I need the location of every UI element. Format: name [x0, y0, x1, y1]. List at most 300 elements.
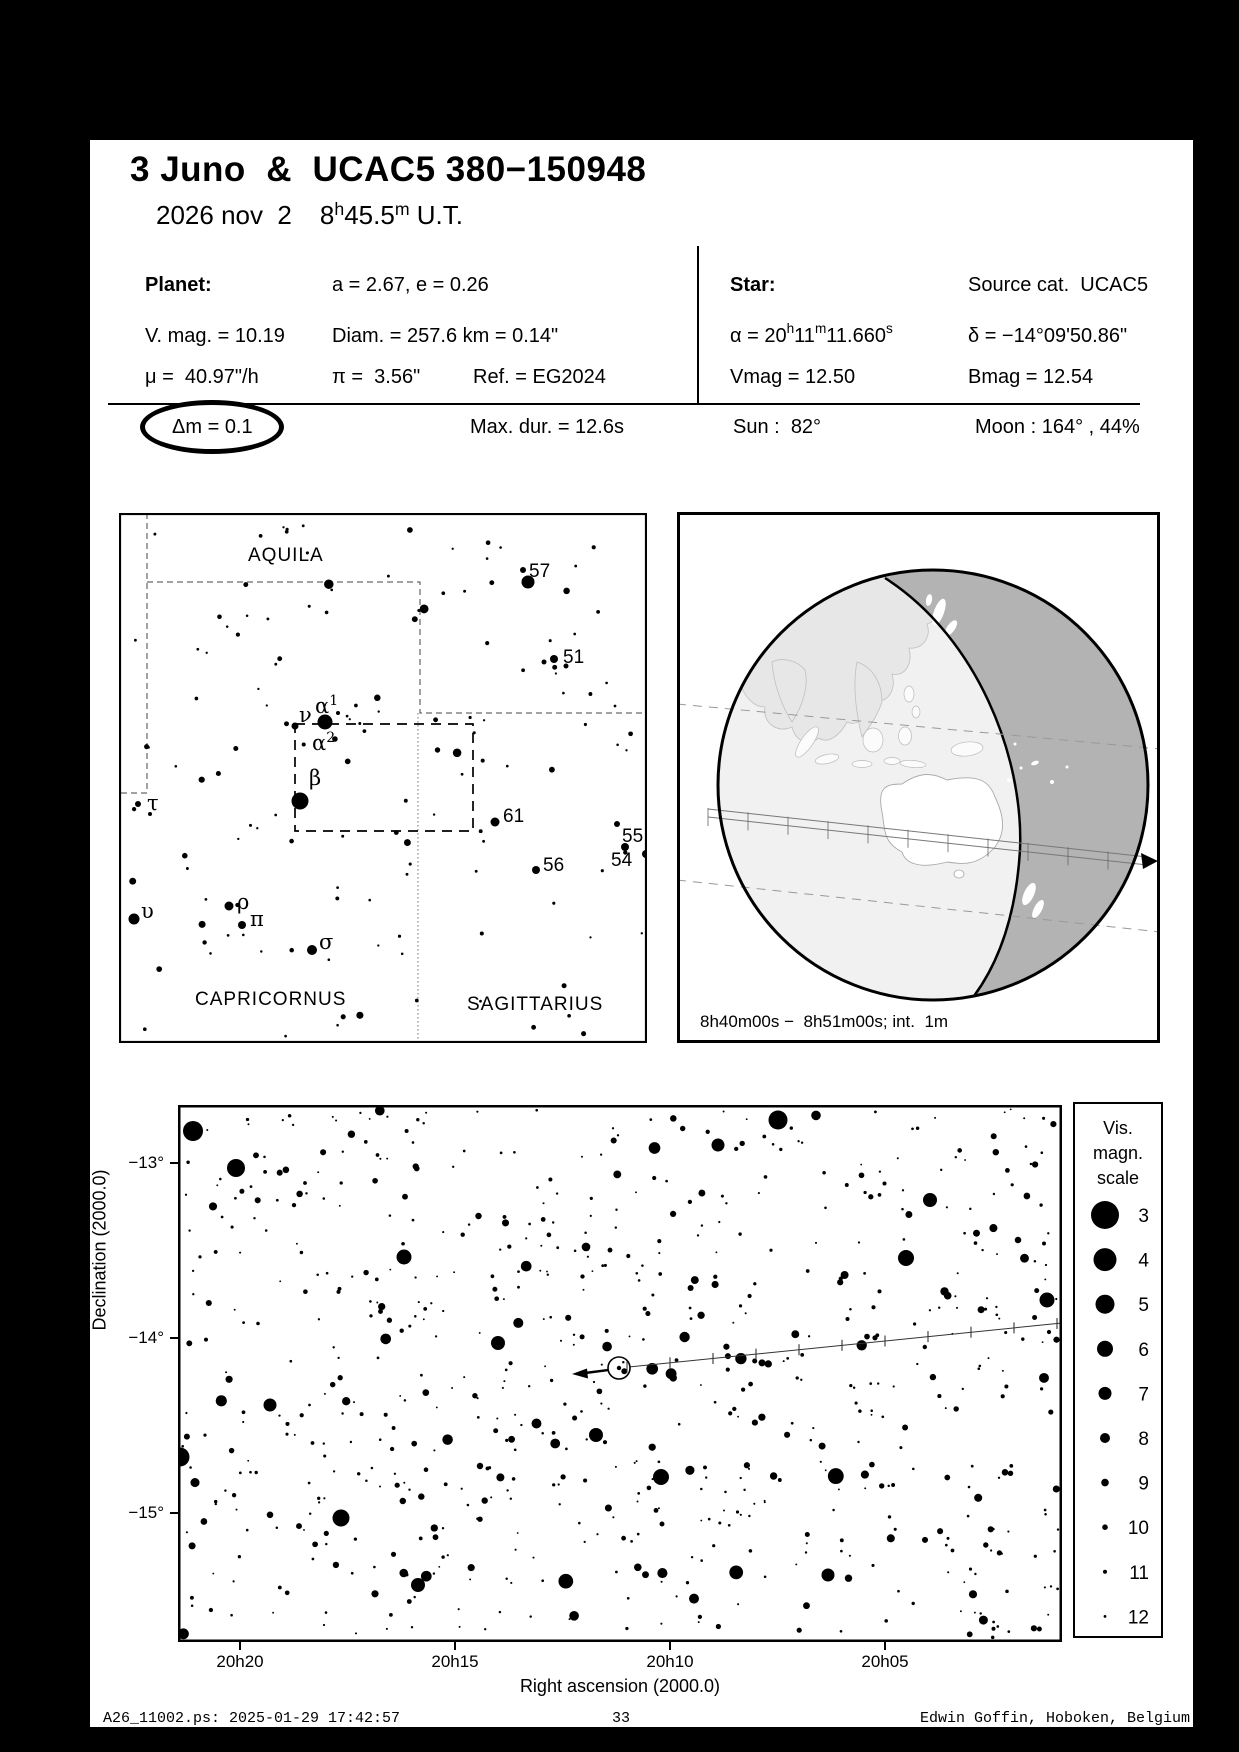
star-dot [411, 1441, 417, 1447]
star-dot [372, 1178, 378, 1184]
star-dot [960, 1610, 962, 1612]
star-dot [929, 1309, 931, 1311]
star-dot [634, 1462, 636, 1464]
star-dot [820, 1461, 822, 1463]
star-dot [246, 1529, 249, 1532]
star-dot [185, 1412, 187, 1414]
motion-arrow-shaft [585, 1370, 608, 1373]
star-dot [206, 1300, 212, 1306]
main-chart-border [179, 1106, 1061, 1641]
ut-suffix: U.T. [409, 200, 463, 230]
star-dot [872, 1335, 877, 1340]
star-dot [969, 1568, 972, 1571]
star-dot [580, 1334, 585, 1339]
named-star-dot [129, 914, 140, 925]
star-dot [481, 759, 485, 763]
star-dot [424, 1467, 429, 1472]
star-dot [303, 1181, 307, 1185]
star-dot [973, 1230, 980, 1237]
star-dot [563, 1402, 566, 1405]
footer-page-number: 33 [612, 1710, 631, 1727]
star-dot [625, 1627, 628, 1630]
document-page [90, 140, 1193, 1727]
star-dot [302, 742, 306, 746]
star-dot [1004, 1111, 1006, 1113]
star-dot [469, 716, 472, 719]
star-dot [797, 1628, 802, 1633]
star-dot [822, 1171, 826, 1175]
named-star-dot [550, 655, 558, 663]
star-dot [797, 1140, 799, 1142]
star-heading: Star: [730, 274, 776, 296]
star-dot [376, 1302, 378, 1304]
star-dot [584, 1541, 586, 1543]
star-dot [881, 1415, 884, 1418]
star-dot [433, 813, 435, 815]
star-dot [846, 1317, 850, 1321]
star-dot [992, 1621, 995, 1624]
star-dot [255, 1471, 258, 1474]
star-dot [888, 1515, 891, 1518]
star-dot [930, 1374, 936, 1380]
star-dot [630, 1540, 633, 1543]
star-dot [603, 1440, 607, 1444]
star-dot [706, 1130, 710, 1134]
star-dot [1020, 1254, 1029, 1263]
star-dot [506, 765, 509, 768]
star-dot [805, 1532, 810, 1537]
star-dot [887, 1485, 889, 1487]
star-dot [725, 1202, 727, 1204]
star-dot [436, 1406, 438, 1408]
star-dot [937, 1394, 941, 1398]
star-dot [398, 935, 401, 938]
star-dot [203, 1434, 206, 1437]
legend-magnitude-dot [1103, 1570, 1107, 1574]
star-dot [601, 869, 604, 872]
star-dot [634, 1564, 642, 1572]
star-dot [791, 1422, 794, 1425]
footer-author: Edwin Goffin, Hoboken, Belgium [919, 1710, 1190, 1727]
constellation-name: SAGITTARIUS [467, 994, 604, 1015]
star-dot [922, 1537, 928, 1543]
star-dot [286, 528, 289, 531]
star-dot [430, 1302, 432, 1304]
star-dot [581, 1156, 583, 1158]
star-dot [444, 1482, 448, 1486]
legend-magnitude-value: 7 [1138, 1384, 1149, 1406]
star-dot [328, 958, 331, 961]
star-dot [563, 588, 570, 595]
pacific-island [1066, 766, 1069, 769]
star-dot [442, 1310, 444, 1312]
star-dot [353, 1401, 355, 1403]
star-dot [884, 1619, 888, 1623]
star-dot [938, 1306, 940, 1308]
legend-magnitude-dot [1096, 1295, 1115, 1314]
star-dot [649, 1444, 656, 1451]
occultation-field-star-chart [178, 1105, 1062, 1642]
star-dot [221, 1216, 224, 1219]
bright-star-dot [923, 1193, 937, 1207]
star-dot [635, 1191, 637, 1193]
star-dot [384, 1413, 388, 1417]
star-dot [764, 1175, 768, 1179]
star-dot [573, 633, 576, 636]
star-dot [216, 1395, 227, 1406]
star-dot [784, 1432, 790, 1438]
star-dot [512, 1477, 516, 1481]
star-dot [509, 1361, 513, 1365]
star-dot [326, 1272, 329, 1275]
star-dot [795, 1563, 797, 1565]
star-dot [419, 1536, 423, 1540]
star-dot [282, 526, 284, 528]
bright-star-dot [653, 1469, 669, 1485]
star-dot [1055, 1298, 1057, 1300]
star-dot [977, 1367, 980, 1370]
star-dot [894, 1528, 897, 1531]
star-dot [769, 1249, 772, 1252]
star-dot [232, 1493, 236, 1497]
finder-constellation-chart [119, 513, 647, 1043]
star-dot [186, 1160, 190, 1164]
star-dot [514, 1448, 517, 1451]
star-dot [407, 527, 413, 533]
star-dot [723, 1510, 725, 1512]
star-dot [998, 1318, 1000, 1320]
ra-s-sup: s [885, 321, 893, 336]
star-dot [490, 1496, 492, 1498]
star-dot [607, 1408, 609, 1410]
star-dot [1034, 1288, 1039, 1293]
star-dot [320, 1149, 326, 1155]
star-dot [292, 1124, 294, 1126]
star-dot [192, 1293, 194, 1295]
star-dot [486, 540, 491, 545]
star-dot [1044, 1509, 1047, 1512]
star-dot [285, 1590, 290, 1595]
star-dot [294, 1434, 296, 1436]
constellation-name: AQUILA [248, 545, 324, 566]
bright-star-dot [491, 1336, 505, 1350]
star-dot [552, 902, 555, 905]
star-dot [967, 1515, 970, 1518]
star-dot [574, 565, 577, 568]
magnitude-drop: Δm = 0.1 [172, 416, 253, 438]
star-dot [414, 1276, 416, 1278]
star-dot [643, 1307, 647, 1311]
star-dot [1041, 1151, 1044, 1154]
star-dot [974, 1573, 976, 1575]
star-dot [358, 722, 361, 725]
star-dot [325, 1611, 328, 1614]
star-dot [243, 582, 248, 587]
star-dot [541, 1217, 546, 1222]
star-dot [234, 1197, 237, 1200]
star-dot [435, 747, 440, 752]
star-dot [508, 1436, 515, 1443]
star-dot [368, 899, 371, 902]
event-date: 2026 nov 2 [156, 200, 292, 230]
star-dot [658, 1272, 662, 1276]
star-dot [869, 1462, 875, 1468]
star-dot [277, 656, 282, 661]
page-title: 3 Juno & UCAC5 380−150948 [130, 150, 647, 189]
star-dot [503, 1380, 505, 1382]
star-label: $\alpha^1$ [315, 693, 339, 718]
star-dot [185, 1194, 187, 1196]
star-dot [496, 1473, 504, 1481]
star-dot [1040, 1387, 1043, 1390]
star-dot [278, 1586, 282, 1590]
star-dot [752, 1420, 758, 1426]
star-dot [542, 1202, 544, 1204]
star-dot [552, 665, 557, 670]
star-dot [584, 1232, 587, 1235]
star-dot [1044, 1513, 1047, 1516]
star-dot [858, 1241, 860, 1243]
star-dot [209, 1202, 217, 1210]
star-dot [556, 1246, 559, 1249]
footer-filename-timestamp: A26_11002.ps: 2025-01-29 17:42:57 [103, 1710, 401, 1727]
star-dot [540, 1245, 542, 1247]
star-dot [513, 1151, 516, 1154]
x-axis-tick [239, 1642, 241, 1650]
star-dot [214, 1500, 217, 1503]
legend-magnitude-dot [1094, 1248, 1117, 1271]
star-dot [573, 1344, 575, 1346]
star-dot [615, 1226, 617, 1228]
star-dot [282, 1119, 284, 1121]
star-dot [379, 1158, 381, 1160]
star-dot [1030, 1163, 1032, 1165]
star-dot [1042, 1117, 1045, 1120]
star-dot [546, 1271, 548, 1273]
star-dot [849, 1555, 851, 1557]
star-dot [463, 1150, 466, 1153]
constellation-name: CAPRICORNUS [195, 989, 347, 1010]
star-dot [377, 1357, 380, 1360]
star-dot [586, 1438, 588, 1440]
star-dot [616, 744, 619, 747]
named-star-dot [542, 660, 547, 665]
minutes-unit-sup: m [394, 199, 410, 219]
star-dot [379, 1438, 382, 1441]
star-dot [779, 1148, 782, 1151]
star-dot [556, 1192, 558, 1194]
star-dot [732, 1322, 734, 1324]
legend-magnitude-value: 4 [1138, 1250, 1149, 1272]
tasmania-island [954, 870, 964, 878]
legend-magnitude-value: 6 [1138, 1339, 1149, 1361]
star-dot [339, 1205, 341, 1207]
star-dot [257, 688, 259, 690]
star-dot [615, 1571, 618, 1574]
bright-star-dot [411, 1578, 425, 1592]
star-dot [461, 1233, 465, 1237]
star-dot [1050, 1121, 1056, 1127]
star-dot [267, 1512, 274, 1519]
star-dot [714, 1401, 717, 1404]
star-dot [206, 652, 208, 654]
star-dot [721, 1195, 724, 1198]
star-dot [581, 1031, 586, 1036]
ra-part: 11.660 [826, 325, 886, 347]
star-dot [748, 1294, 752, 1298]
star-dot [335, 1119, 337, 1121]
star-dot [902, 1189, 904, 1191]
star-dot [284, 721, 289, 726]
star-dot [962, 1388, 964, 1390]
planet-diameter: Diam. = 257.6 km = 0.14" [332, 325, 559, 347]
star-dot [289, 1360, 292, 1363]
star-dot [494, 1296, 499, 1301]
named-star-dot [614, 821, 620, 827]
star-dot [791, 1330, 799, 1338]
star-dot [532, 1557, 534, 1559]
star-dot [705, 1476, 707, 1478]
star-dot [951, 1549, 955, 1553]
star-dot [318, 1318, 320, 1320]
star-dot [379, 1486, 381, 1488]
star-dot [265, 1229, 268, 1232]
legend-magnitude-value: 12 [1127, 1607, 1149, 1629]
star-dot [604, 1264, 607, 1267]
star-dot [467, 1504, 470, 1507]
bright-star-dot [333, 1510, 350, 1527]
star-dot [350, 1441, 352, 1443]
star-dot [234, 1309, 236, 1311]
star-dot [1048, 1410, 1053, 1415]
star-dot [628, 731, 633, 736]
star-dot [1047, 1232, 1049, 1234]
star-dot [638, 1279, 641, 1282]
legend-title-line: magn. [1092, 1143, 1144, 1163]
star-dot [418, 1301, 420, 1303]
star-dot [212, 1573, 214, 1575]
star-dot [189, 1542, 196, 1549]
star-dot [224, 1489, 226, 1491]
star-dot [357, 1472, 360, 1475]
star-dot [544, 1365, 546, 1367]
star-dot [765, 1360, 772, 1367]
star-dot [912, 1602, 915, 1605]
globe-art [718, 512, 1160, 1043]
star-dot [147, 746, 150, 749]
star-dot [485, 641, 489, 645]
star-dot [800, 1353, 804, 1357]
star-dot [562, 983, 567, 988]
star-dot [330, 1382, 335, 1387]
star-dot [375, 1278, 379, 1282]
star-dot [964, 1159, 966, 1161]
star-dot [877, 1382, 879, 1384]
star-dot [305, 1192, 307, 1194]
star-dot [376, 1153, 380, 1157]
star-dot [849, 1308, 852, 1311]
star-dot [916, 1363, 918, 1365]
y-axis-tick-label: −13° [128, 1153, 164, 1172]
star-dot [447, 1554, 449, 1556]
star-dot [1015, 1237, 1022, 1244]
star-dot [998, 1477, 1000, 1479]
named-star-dot [307, 945, 317, 955]
star-dot [605, 682, 608, 685]
star-dot [658, 1507, 660, 1509]
star-dot [558, 1483, 560, 1485]
star-dot [956, 1307, 958, 1309]
star-dot [491, 1274, 495, 1278]
star-dot [968, 1486, 971, 1489]
ra-m-sup: m [814, 321, 827, 336]
star-dot [499, 1611, 501, 1613]
star-dot [274, 814, 277, 817]
star-dot [661, 1581, 663, 1583]
target-star-dot [617, 1366, 621, 1370]
star-dot [229, 1448, 234, 1453]
star-dot [300, 1251, 303, 1254]
star-dot [414, 1315, 417, 1318]
star-dot [412, 1219, 415, 1222]
star-dot [493, 1428, 498, 1433]
star-dot [517, 1286, 520, 1289]
star-dot [394, 830, 399, 835]
star-dot [1031, 1625, 1037, 1631]
star-dot [411, 1626, 413, 1628]
star-dot [863, 1191, 866, 1194]
legend-magnitude-dot [1102, 1524, 1108, 1530]
star-dot [734, 1147, 738, 1151]
star-dot [349, 718, 351, 720]
star-dot [716, 1624, 721, 1629]
bright-star-dot [397, 1250, 412, 1265]
star-dot [256, 1322, 260, 1326]
star-dot [231, 1226, 234, 1229]
star-dot [645, 1311, 650, 1316]
star-dot [242, 1421, 244, 1423]
star-dot [336, 886, 339, 889]
star-dot [636, 1460, 638, 1462]
star-dot [423, 1307, 427, 1311]
star-dot [351, 1275, 353, 1277]
star-dot [355, 1632, 357, 1634]
star-dot [543, 1318, 545, 1320]
star-dot [658, 1460, 661, 1463]
table-divider [697, 246, 699, 403]
star-dot [420, 604, 429, 613]
star-dot [505, 1439, 508, 1442]
motion-arrow-head [572, 1369, 588, 1379]
star-dot [740, 1141, 745, 1146]
x-axis-tick [669, 1642, 671, 1650]
star-dot [505, 1369, 508, 1372]
star-dot [283, 1166, 290, 1173]
star-dot [859, 1172, 865, 1178]
named-star-dot [292, 793, 309, 810]
star-dot [1042, 1341, 1044, 1343]
star-dot [323, 1442, 325, 1444]
star-dot [593, 1381, 595, 1383]
star-dot [226, 1376, 233, 1383]
star-dot [652, 1176, 656, 1180]
star-dot [762, 1135, 766, 1139]
star-dot [841, 1271, 849, 1279]
star-dot [547, 1274, 549, 1276]
star-dot [611, 1137, 617, 1143]
star-dot [292, 1203, 296, 1207]
star-dot [459, 1626, 461, 1628]
